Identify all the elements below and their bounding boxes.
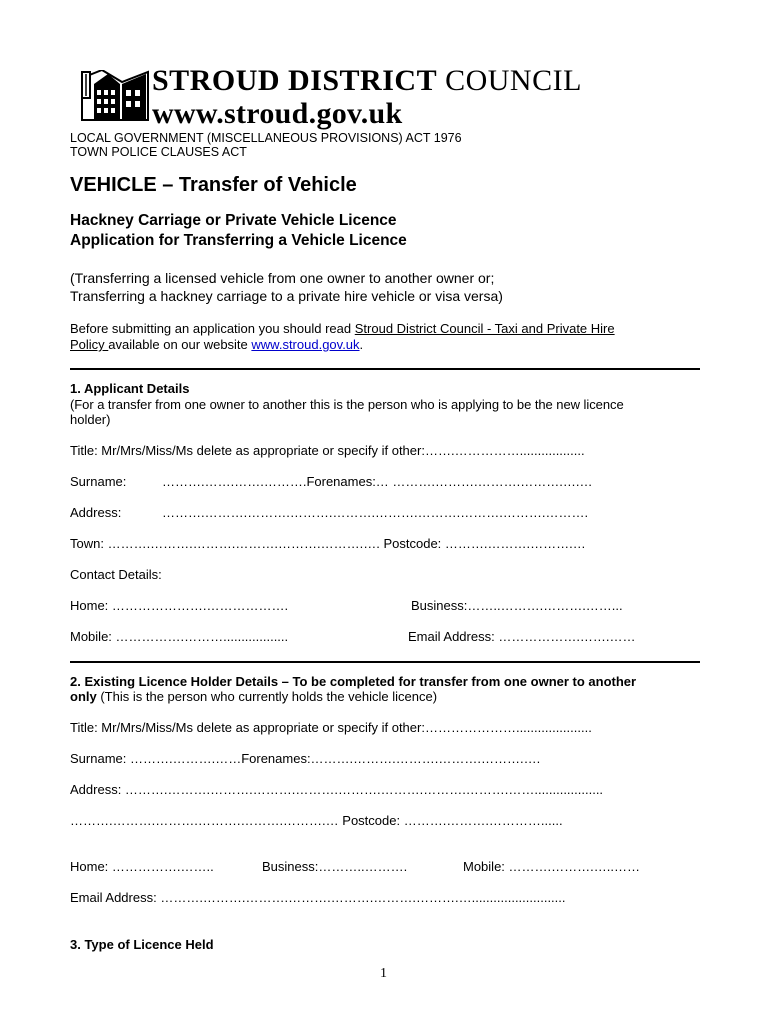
applicant-surname-field[interactable]: ……….…….…….……….Forenames:… ……….……….……….……….….…: [162, 474, 593, 489]
section1-note-2: holder): [70, 412, 111, 427]
section2-heading-line-2: [70, 689, 437, 704]
section1-heading: 1. Applicant Details: [70, 381, 190, 396]
policy-link-cont[interactable]: Policy: [70, 337, 109, 352]
contact-details-label: Contact Details:: [70, 567, 162, 582]
holder-address-field[interactable]: Address: ……….……….……….……….……….……….……….……….……….……...................: [70, 782, 604, 797]
applicant-surname-label: Surname:: [70, 474, 127, 489]
holder-business-field[interactable]: Business:………..……….: [262, 859, 408, 874]
policy-text: Before submitting an application you should read: [70, 321, 355, 336]
section2-heading-only: only: [70, 689, 97, 704]
policy-line-1: [70, 321, 615, 336]
policy-end: .: [359, 337, 364, 352]
applicant-mobile-field[interactable]: Mobile: …………….………..................: [70, 629, 289, 644]
policy-link[interactable]: Stroud District Council - Taxi and Private Hire: [354, 321, 615, 336]
holder-postcode-field[interactable]: ……….……….……….……….……….……….… Postcode: ……….……….…………......: [70, 813, 563, 828]
divider-2: [70, 661, 700, 663]
applicant-address-field[interactable]: ……….……….……….……….……….……….……….……….……….……….: [162, 505, 589, 520]
section2-heading: 2. Existing Licence Holder Details – To be completed for transfer from one owner to another: [70, 674, 637, 689]
intro-line-2: Transferring a hackney carriage to a private hire vehicle or visa versa): [70, 288, 503, 304]
holder-surname-field[interactable]: Surname: ……….……….……Forenames:……….……….……….……….……….….: [70, 751, 541, 766]
holder-mobile-field[interactable]: Mobile: ……….……….…..……: [463, 859, 640, 874]
applicant-address-label: Address:: [70, 505, 122, 520]
policy-after: available on our website: [108, 337, 252, 352]
council-url: www.stroud.gov.uk: [152, 97, 403, 130]
section1-note-1: (For a transfer from one owner to another this is the person who is applying to be the new licence: [70, 397, 624, 412]
applicant-email-field[interactable]: Email Address: ……………….…….……: [408, 629, 636, 644]
council-name: [152, 64, 582, 98]
divider-1: [70, 368, 700, 370]
council-name-bold: STROUD DISTRICT: [152, 64, 438, 97]
section2-heading-rest: (This is the person who currently holds the vehicle licence): [96, 689, 438, 704]
applicant-town-field[interactable]: Town: ……….……….……….……….……….……….…. Postcode: ……….……….……….…: [70, 536, 586, 551]
holder-email-field[interactable]: Email Address: ……….……….……….……….……….……….……….…..........................: [70, 890, 566, 905]
council-name-light: COUNCIL: [445, 64, 582, 97]
page-title: VEHICLE – Transfer of Vehicle: [70, 174, 357, 196]
council-logo: [80, 70, 150, 127]
act-line-1: LOCAL GOVERNMENT (MISCELLANEOUS PROVISIONS) ACT 1976: [70, 131, 462, 145]
page-number: 1: [380, 966, 387, 981]
website-link[interactable]: www.stroud.gov.uk: [251, 337, 360, 352]
applicant-home-field[interactable]: Home: ………………….……………….: [70, 598, 289, 613]
applicant-business-field[interactable]: Business:……..……….……….……...: [411, 598, 623, 613]
subtitle-1: Hackney Carriage or Private Vehicle Licence: [70, 212, 397, 229]
policy-line-2: [70, 337, 363, 352]
holder-title-field[interactable]: Title: Mr/Mrs/Miss/Ms delete as appropriate or specify if other:………………….....................: [70, 720, 592, 735]
subtitle-2: Application for Transferring a Vehicle Licence: [70, 232, 407, 249]
intro-line-1: (Transferring a licensed vehicle from one owner to another owner or;: [70, 270, 495, 286]
act-line-2: TOWN POLICE CLAUSES ACT: [70, 145, 247, 159]
applicant-title-field[interactable]: Title: Mr/Mrs/Miss/Ms delete as appropriate or specify if other:…….……………..................: [70, 443, 585, 458]
section3-heading: 3. Type of Licence Held: [70, 937, 214, 952]
holder-home-field[interactable]: Home: …………….……..: [70, 859, 214, 874]
